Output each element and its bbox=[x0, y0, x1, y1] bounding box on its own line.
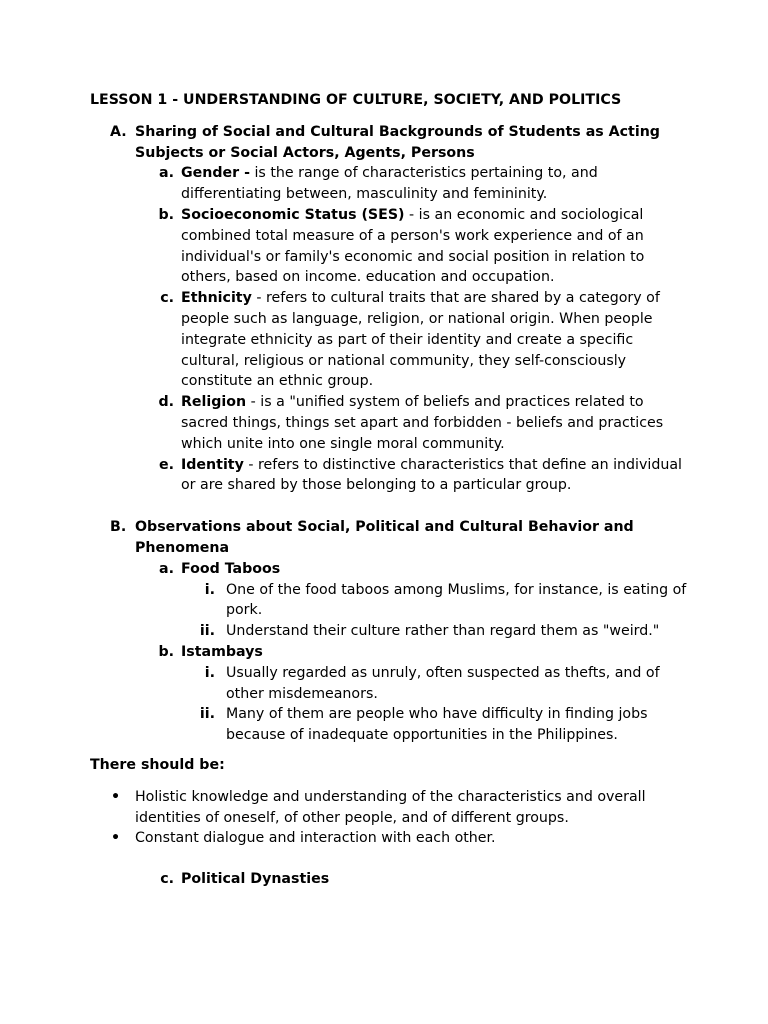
definition-gender: is the range of characteristics pertaining to, and differentiating between, masculinity and femininity. bbox=[181, 165, 598, 203]
bullet-text: Constant dialogue and interaction with each other. bbox=[135, 830, 496, 847]
term-ethnicity: Ethnicity bbox=[181, 290, 252, 307]
there-should-be-heading: There should be: bbox=[90, 756, 225, 773]
item-label: c. bbox=[160, 871, 174, 888]
sub-item-label: ii. bbox=[199, 623, 215, 640]
term-ses: Socioeconomic Status (SES) bbox=[181, 206, 405, 223]
term-food-taboos: Food Taboos bbox=[181, 560, 281, 577]
sub-item-text: Usually regarded as unruly, often suspected as thefts, and of other misdemeanors. bbox=[226, 664, 660, 702]
item-label: a. bbox=[159, 560, 174, 577]
bullet-icon: • bbox=[111, 788, 121, 805]
term-istambays: Istambays bbox=[181, 643, 263, 660]
item-label: a. bbox=[159, 165, 174, 182]
sub-item bbox=[90, 663, 690, 705]
list-item-ethnicity bbox=[90, 288, 690, 392]
definition-religion: - is a "unified system of beliefs and practices related to sacred things, things set apart and forbidden - beliefs and practices which unite into one single moral community. bbox=[181, 394, 664, 452]
document-page bbox=[90, 90, 690, 890]
spacer bbox=[90, 849, 690, 869]
term-identity: Identity bbox=[181, 456, 244, 473]
list-item-istambays bbox=[90, 642, 690, 663]
bullet-text: Holistic knowledge and understanding of the characteristics and overall identities of oneself, of other people, and of different groups. bbox=[135, 788, 646, 826]
section-a-heading: Sharing of Social and Cultural Backgrounds of Students as Acting Subjects or Social Actors, Agents, Persons bbox=[135, 123, 660, 161]
bullet-item bbox=[90, 787, 690, 829]
sub-item bbox=[90, 580, 690, 622]
sub-item bbox=[90, 704, 690, 746]
sub-item-text: One of the food taboos among Muslims, for instance, is eating of pork. bbox=[226, 581, 687, 619]
item-label: d. bbox=[158, 394, 174, 411]
item-label: e. bbox=[158, 456, 174, 473]
sub-item-label: i. bbox=[204, 664, 215, 681]
section-b-label: B. bbox=[110, 519, 127, 536]
section-b-heading: Observations about Social, Political and Cultural Behavior and Phenomena bbox=[135, 519, 634, 556]
item-label: c. bbox=[160, 290, 174, 307]
item-label: b. bbox=[158, 206, 174, 223]
section-a bbox=[90, 122, 690, 164]
sub-item-text: Many of them are people who have difficulty in finding jobs because of inadequate opportunities in the Philippines. bbox=[226, 706, 648, 744]
bullet-icon: • bbox=[111, 830, 121, 847]
section-b bbox=[90, 517, 690, 559]
sub-item bbox=[90, 621, 690, 642]
section-a-label: A. bbox=[110, 123, 127, 140]
bullet-item bbox=[90, 828, 690, 849]
spacer bbox=[90, 496, 690, 517]
definition-ses: - is an economic and sociological combined total measure of a person's work experience and of an individual's or family's economic and social position in relation to others, based on income. education and occupation. bbox=[181, 206, 645, 286]
list-item-ses bbox=[90, 205, 690, 288]
definition-identity: - refers to distinctive characteristics that define an individual or are shared by those belonging to a particular group. bbox=[181, 456, 682, 494]
term-religion: Religion bbox=[181, 394, 247, 411]
sub-item-text: Understand their culture rather than regard them as "weird." bbox=[226, 623, 660, 640]
list-item-religion bbox=[90, 392, 690, 454]
list-item-gender bbox=[90, 163, 690, 205]
list-item-political-dynasties bbox=[90, 869, 690, 890]
term-gender: Gender - bbox=[181, 165, 250, 182]
list-item-identity bbox=[90, 455, 690, 497]
item-label: b. bbox=[158, 643, 174, 660]
term-political-dynasties: Political Dynasties bbox=[181, 871, 330, 888]
list-item-food-taboos bbox=[90, 559, 690, 580]
lesson-title: LESSON 1 - UNDERSTANDING OF CULTURE, SOCIETY, AND POLITICS bbox=[90, 92, 622, 108]
sub-item-label: ii. bbox=[199, 706, 215, 723]
definition-ethnicity: - refers to cultural traits that are shared by a category of people such as language, religion, or national origin. When people integrate ethnicity as part of their identity and create a specific cultural, religious or national community, they self-consciously constitute an ethnic group. bbox=[181, 290, 660, 390]
sub-item-label: i. bbox=[204, 581, 215, 598]
